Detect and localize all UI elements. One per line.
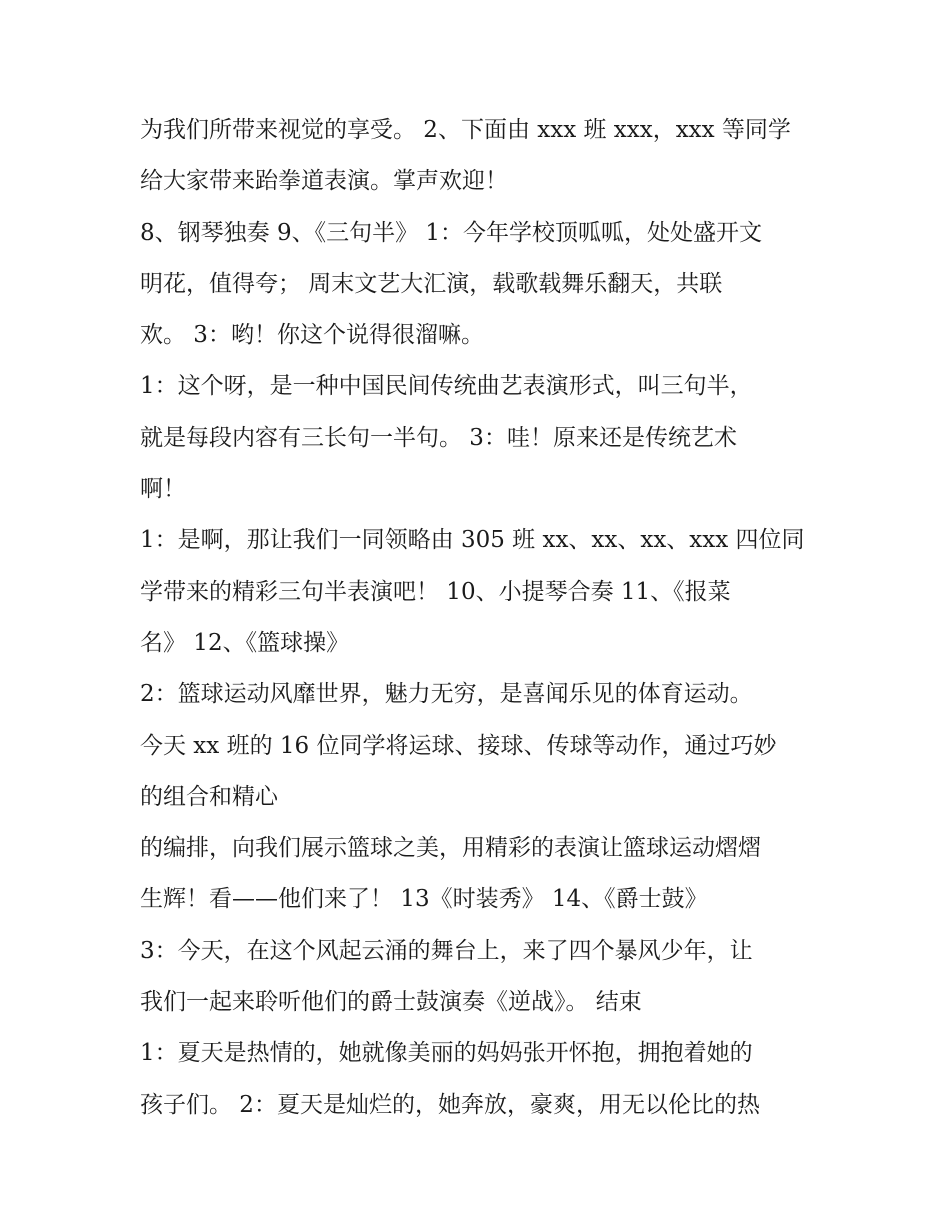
text-line: 为我们所带来视觉的享受。 2、下面由 xxx 班 xxx，xxx 等同学 [140,117,791,143]
text-line: 我们一起来聆听他们的爵士鼓演奏《逆战》。 结束 [140,989,642,1016]
text-line: 2：篮球运动风靡世界，魅力无穷，是喜闻乐见的体育运动。 [140,681,753,708]
text-line: 名》 12、《篮球操》 [140,629,350,656]
text-line: 给大家带来跆拳道表演。掌声欢迎！ [140,168,508,195]
text-line: 生辉！看——他们来了！ 13《时装秀》 14、《爵士鼓》 [140,886,708,913]
text-line: 的组合和精心 [140,783,278,810]
text-line: 的编排，向我们展示篮球之美，用精彩的表演让篮球运动熠熠 [140,835,761,862]
text-line: 明花，值得夸； 周末文艺大汇演，载歌载舞乐翻天，共联 [140,270,723,297]
text-line: 今天 xx 班的 16 位同学将运球、接球、传球等动作，通过巧妙 [140,732,777,759]
text-line: 就是每段内容有三长句一半句。 3：哇！原来还是传统艺术 [140,424,737,451]
text-line: 啊！ [140,476,186,503]
text-line: 孩子们。 2：夏天是灿烂的，她奔放，豪爽，用无以伦比的热 [140,1091,760,1118]
text-line: 1：这个呀，是一种中国民间传统曲艺表演形式，叫三句半， [140,373,753,400]
document-body [140,105,830,1131]
text-line: 欢。 3：哟！你这个说得很溜嘛。 [140,322,484,349]
text-line: 1：是啊，那让我们一同领略由 305 班 xx、xx、xx、xxx 四位同 [140,527,805,554]
text-line: 学带来的精彩三句半表演吧！ 10、小提琴合奏 11、《报菜 [140,578,731,605]
text-line: 8、钢琴独奏 9、《三句半》 1：今年学校顶呱呱，处处盛开文 [140,219,763,246]
text-line: 1：夏天是热情的，她就像美丽的妈妈张开怀抱，拥抱着她的 [140,1040,753,1067]
text-line: 3：今天，在这个风起云涌的舞台上，来了四个暴风少年，让 [140,937,753,964]
